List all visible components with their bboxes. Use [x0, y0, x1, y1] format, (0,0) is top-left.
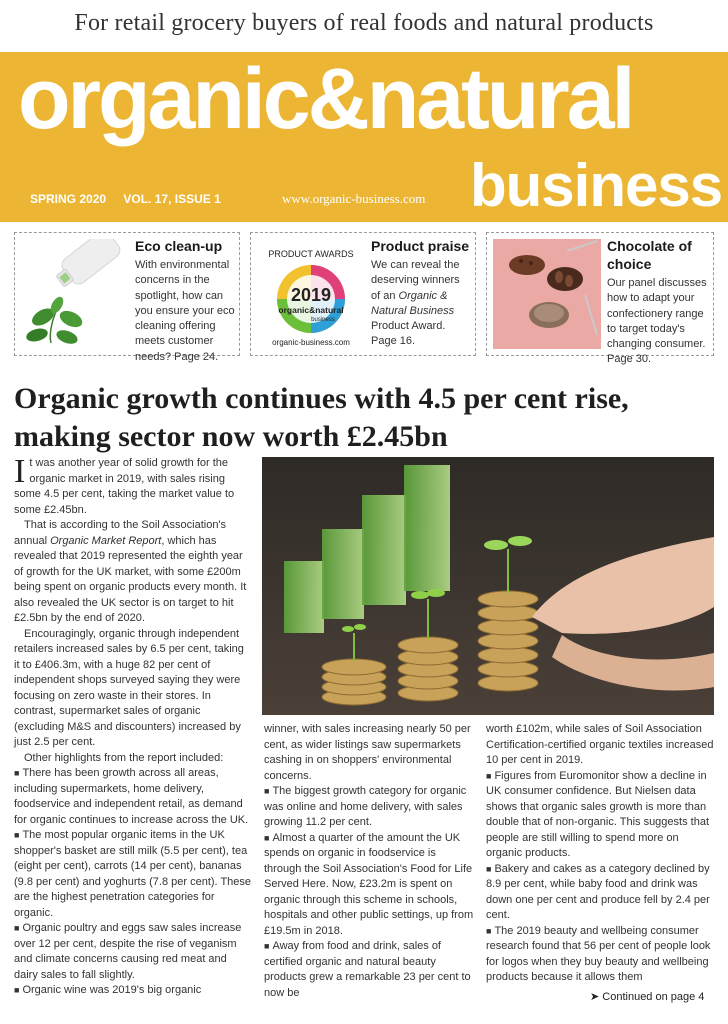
masthead-subtitle: business [470, 152, 723, 219]
website-url[interactable]: www.organic-business.com [282, 191, 426, 206]
tagline: For retail grocery buyers of real foods and natural products [74, 10, 654, 36]
badge-year: 2019 [290, 285, 332, 305]
issue-season: SPRING 2020 [30, 192, 107, 206]
teaser-chocolate[interactable] [486, 232, 714, 366]
badge-brand: organic&natural [278, 305, 344, 315]
article-column-2: winner, with sales increasing nearly 50 per cent, as wider listings saw supermarkets cashing in on shoppers' environmental concerns. ■ The biggest growth category for organic was online and home delivery, with sales growing 11.2 per cent. ■ Almost a quarter of the amount the UK spends on organic in foodservice is through the Soil Association's Food for Life Served Here. Now, £23.2m is spent on organic through this scheme in schools, hospitals and other public settings, up from £19.5m in 2018. ■ Away from food and drink, sales of certified organic and natural beauty products grew a remarkable 23 per cent to now be [264, 722, 476, 1001]
product-awards-badge [257, 239, 365, 349]
teaser-title: Eco clean-up [135, 238, 223, 254]
teaser-eco-cleanup[interactable] [14, 232, 240, 363]
eco-cleaning-image [21, 239, 129, 349]
teaser-body: With environmental concerns in the spotlight, how can you ensure your eco cleaning offering meets customer needs? Page 24. [135, 259, 235, 363]
badge-brand-sub: business [311, 317, 335, 323]
chocolate-image [493, 239, 601, 349]
article-column-1: It was another year of solid growth for the organic market in 2019, with sales rising some 4.5 per cent, taking the market value to some £2.45bn. That is according to the Soil Association's annual Organic Market Report, which has revealed that 2019 represented the eighth year of growth for the UK market, with some £200m being spent on organic products every month. It also revealed the UK sector is on target to hit £2.5bn by the end of 2020. Encouragingly, organic through independent retailers increased sales by 6.5 per cent, taking it to £406.3m, with a huge 82 per cent of independent shops surveyed saying they were focusing on zero waste in their stores. In contrast, supermarket sales of organic (excluding M&S and discounters) increased by just 2.5 per cent. Other highlights from the report included: ■ There has been growth across all areas, including supermarkets, home delivery, foodservice and independent retail, as demand for organic continues to increase across the UK. ■ The most popular organic items in the UK shopper's basket are still milk (5.5 per cent), tea (eight per cent), carrots (14 per cent), bananas (9.8 per cent) and yoghurts (7.8 per cent). These are the highest penetration categories for organic. ■ Organic poultry and eggs saw sales increase over 12 per cent, despite the rise of veganism and climate concerns causing red meat and dairy sales to fall slightly. ■ Organic wine was 2019's big organic [14, 456, 252, 999]
issue-info [30, 192, 235, 206]
article-headline: Organic growth continues with 4.5 per cent rise, making sector now worth £2.45bn [14, 382, 629, 453]
continued-link[interactable]: ➤ Continued on page 4 [590, 991, 705, 1003]
teaser-title: Product praise [371, 238, 470, 254]
article-column-3: worth £102m, while sales of Soil Association Certification-certified organic textiles increased 10 per cent in 2019. ■ Figures from Euromonitor show a decline in UK consumer confidence. But Nielsen data shows that organic sales growth is more than double that of non-organic. This suggests that people are still willing to spend more on organic products. ■ Bakery and cakes as a category declined by 8.9 per cent, while baby food and drink was down one per cent and produce fell by 2.4 per cent. ■ The 2019 beauty and wellbeing consumer research found that 56 per cent of people look for logos when they buy beauty and wellbeing products because it allows them [486, 722, 714, 986]
teaser-product-praise[interactable] [250, 232, 476, 356]
teaser-body: We can reveal the deserving winners of an Organic & Natural Business Product Award. Page 16. [371, 259, 460, 348]
masthead-title: organic&natural [18, 52, 633, 147]
badge-url: organic-business.com [272, 338, 350, 347]
teaser-title: Chocolate of choice [607, 238, 692, 272]
dropcap: I [14, 453, 26, 490]
issue-volume: VOL. 17, ISSUE 1 [123, 192, 221, 206]
growth-chart-photo [262, 457, 714, 715]
teaser-body: Our panel discusses how to adapt your confectionery range to target today's changing consumer. Page 30. [607, 277, 707, 366]
badge-top-text: PRODUCT AWARDS [268, 249, 354, 259]
masthead [0, 52, 728, 222]
